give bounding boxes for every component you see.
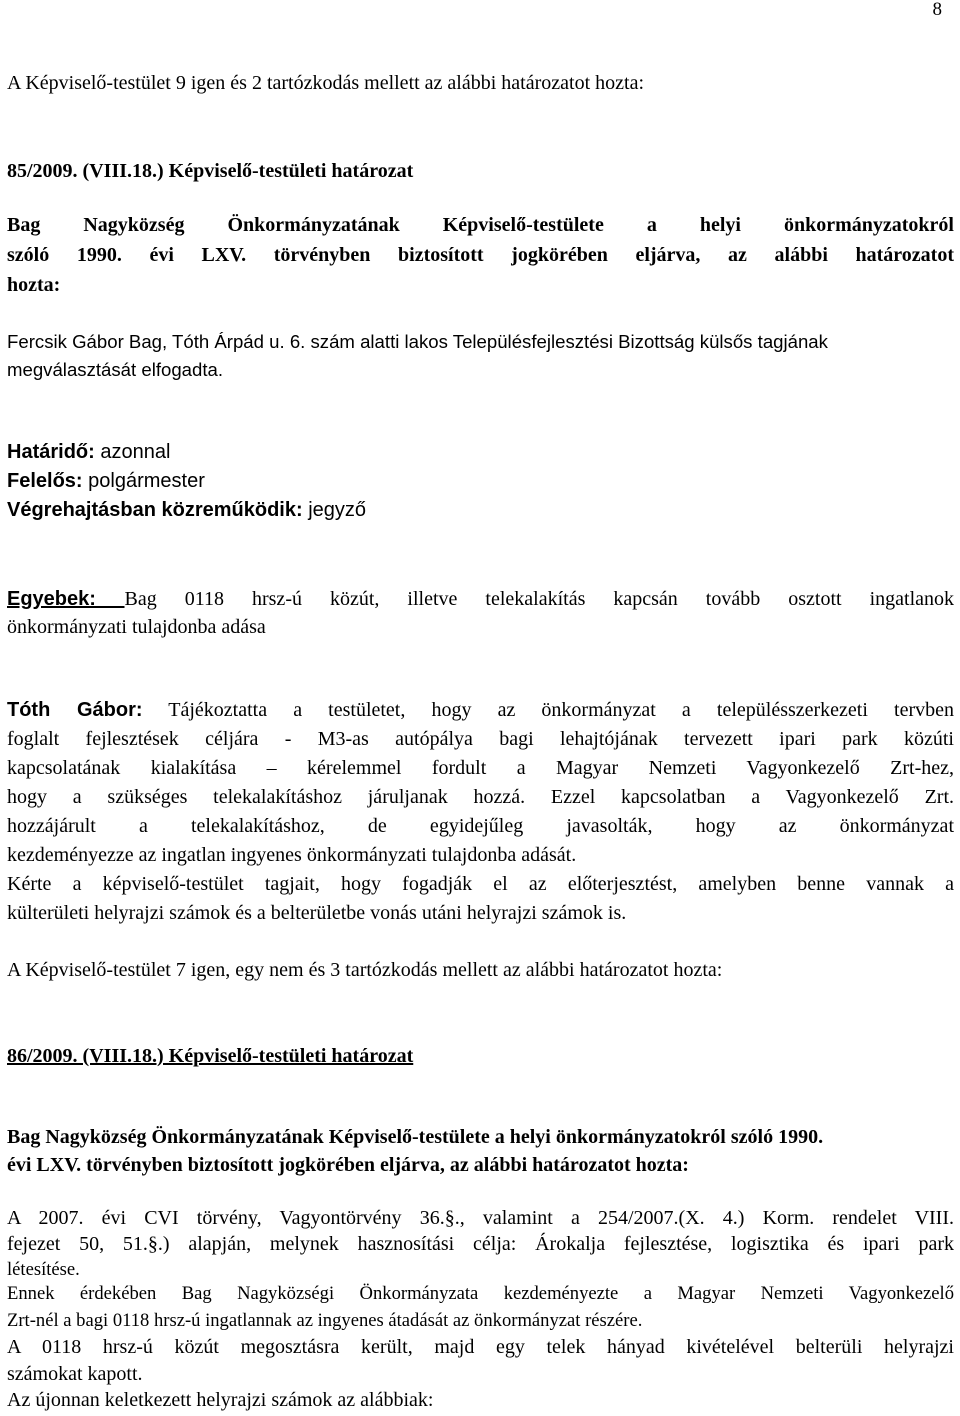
cooperation-line <box>7 497 954 523</box>
deadline-line <box>7 439 954 465</box>
other-business-line-1 <box>7 586 954 612</box>
resolution-2-body-line-3: létesítése. <box>7 1259 80 1280</box>
vote-intro-1: A Képviselő-testület 9 igen és 2 tartózkodás mellett az alábbi határozatot hozta: <box>7 72 645 94</box>
speech-line-2: foglalt fejlesztések céljára - M3-as autópálya bagi lehajtójának tervezett ipari park közúti <box>7 728 954 750</box>
cooperation-value: jegyző <box>302 499 367 521</box>
resolution-2-body-line-6: A 0118 hrsz-ú közút megosztásra került, majd egy telek hányad kivételével belterüli helyrajzi <box>7 1336 954 1358</box>
resolution-2-body-line-7: számokat kapott. <box>7 1363 143 1385</box>
resolution-2-body-line-2: fejezet 50, 51.§.) alapján, melynek hasznosítási célja: Árokalja fejlesztése, logisztika és ipari park <box>7 1233 954 1255</box>
resolution-2-preamble-line-1: Bag Nagyközség Önkormányzatának Képviselő-testülete a helyi önkormányzatokról szóló 1990. <box>7 1126 824 1148</box>
resolution-2-body-line-5: Zrt-nél a bagi 0118 hrsz-ú ingatlannak az ingyenes átadását az önkormányzat részére. <box>7 1310 643 1331</box>
speech-line-5: hozzájárult a telekalakításhoz, de egyidejűleg javasolták, hogy az önkormányzat <box>7 815 954 837</box>
resolution-1-preamble-line-1: Bag Nagyközség Önkormányzatának Képviselő-testülete a helyi önkormányzatokról <box>7 214 954 236</box>
speech-line-1 <box>7 697 954 723</box>
speech-first-line: Tájékoztatta a testületet, hogy az önkormányzat a településszerkezeti tervben <box>142 699 954 721</box>
speech-line-8: külterületi helyrajzi számok és a belterületbe vonás utáni helyrajzi számok is. <box>7 902 627 924</box>
resolution-1-body-line-1: Fercsik Gábor Bag, Tóth Árpád u. 6. szám alatti lakos Településfejlesztési Bizottság külsős tagjának <box>7 331 828 352</box>
page-number: 8 <box>932 0 942 20</box>
other-business-label: Egyebek: <box>7 588 125 610</box>
speech-line-3: kapcsolatának kialakítása – kérelemmel fordult a Magyar Nemzeti Vagyonkezelő Zrt-hez, <box>7 757 954 779</box>
responsible-value: polgármester <box>82 470 205 492</box>
resolution-1-preamble-line-2: szóló 1990. évi LXV. törvényben biztosított jogkörében eljárva, az alábbi határozatot <box>7 244 954 266</box>
other-business-line-2: önkormányzati tulajdonba adása <box>7 616 266 638</box>
resolution-1-body-line-2: megválasztását elfogadta. <box>7 359 224 380</box>
speech-line-4: hogy a szükséges telekalakításhoz járuljanak hozzá. Ezzel kapcsolatban a Vagyonkezelő Zrt. <box>7 786 954 808</box>
deadline-label: Határidő: <box>7 441 95 463</box>
vote-intro-2: A Képviselő-testület 7 igen, egy nem és 3 tartózkodás mellett az alábbi határozatot hozta: <box>7 959 723 981</box>
resolution-2-body-line-8: Az újonnan keletkezett helyrajzi számok az alábbiak: <box>7 1389 434 1411</box>
resolution-2-number: 86/2009. (VIII.18.) Képviselő-testületi határozat <box>7 1045 414 1067</box>
resolution-2-body-line-1: A 2007. évi CVI törvény, Vagyontörvény 36.§., valamint a 254/2007.(X. 4.) Korm. rendelet VIII. <box>7 1207 954 1229</box>
other-business-title: Bag 0118 hrsz-ú közút, illetve telekalakítás kapcsán tovább osztott ingatlanok <box>124 588 955 610</box>
resolution-1-number: 85/2009. (VIII.18.) Képviselő-testületi határozat <box>7 160 414 182</box>
responsible-label: Felelős: <box>7 470 83 492</box>
resolution-2-body-line-4: Ennek érdekében Bag Nagyközségi Önkormányzata kezdeményezte a Magyar Nemzeti Vagyonkezelő <box>7 1283 954 1304</box>
responsible-line <box>7 468 954 494</box>
resolution-2-preamble-line-2: évi LXV. törvényben biztosított jogkörében eljárva, az alábbi határozatot hozta: <box>7 1154 689 1176</box>
cooperation-label: Végrehajtásban közreműködik: <box>7 499 303 521</box>
speaker-name: Tóth Gábor: <box>7 699 143 721</box>
speech-line-7: Kérte a képviselő-testület tagjait, hogy fogadják el az előterjesztést, amelyben benne vannak a <box>7 873 954 895</box>
speech-line-6: kezdeményezze az ingatlan ingyenes önkormányzati tulajdonba adását. <box>7 844 577 866</box>
deadline-value: azonnal <box>94 441 171 463</box>
resolution-1-preamble-line-3: hozta: <box>7 274 61 296</box>
